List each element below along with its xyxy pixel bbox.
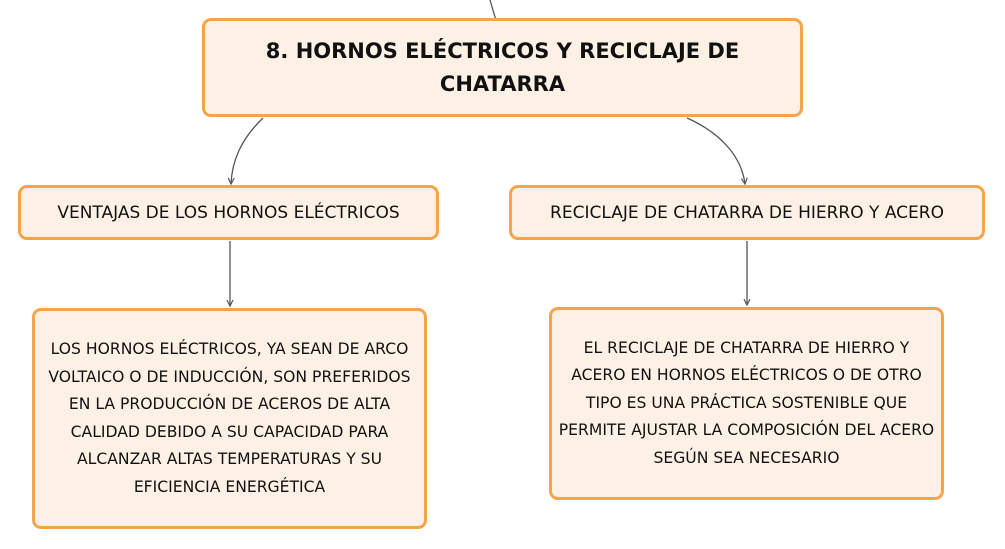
detail-ventajas[interactable]: [32, 308, 427, 529]
detail-ventajas-text: LOS HORNOS ELÉCTRICOS, YA SEAN DE ARCO VOLTAICO O DE INDUCCIÓN, SON PREFERIDOS EN LA PRODUCCIÓN DE ACEROS DE ALTA CALIDAD DEBIDO A SU CAPACIDAD PARA ALCANZAR ALTAS TEMPERATURAS Y SU EFICIENCIA ENERGÉTICA: [48, 340, 411, 496]
detail-reciclaje-text: EL RECICLAJE DE CHATARRA DE HIERRO Y ACERO EN HORNOS ELÉCTRICOS O DE OTRO TIPO ES UNA PRÁCTICA SOSTENIBLE QUE PERMITE AJUSTAR LA COMPOSICIÓN DEL ACERO SEGÚN SEA NECESARIO: [558, 338, 935, 467]
subtopic-reciclaje[interactable]: [509, 185, 985, 240]
subtopic-ventajas[interactable]: [18, 185, 439, 240]
connector-root-to-right: [687, 118, 745, 184]
incoming-connector: [490, 0, 496, 20]
subtopic-ventajas-label: VENTAJAS DE LOS HORNOS ELÉCTRICOS: [57, 202, 400, 223]
root-topic[interactable]: [202, 18, 803, 117]
detail-reciclaje[interactable]: [549, 307, 944, 500]
connector-root-to-left: [231, 118, 263, 184]
root-topic-title: 8. HORNOS ELÉCTRICOS Y RECICLAJE DE CHATARRA: [265, 38, 740, 96]
subtopic-reciclaje-label: RECICLAJE DE CHATARRA DE HIERRO Y ACERO: [550, 202, 944, 223]
